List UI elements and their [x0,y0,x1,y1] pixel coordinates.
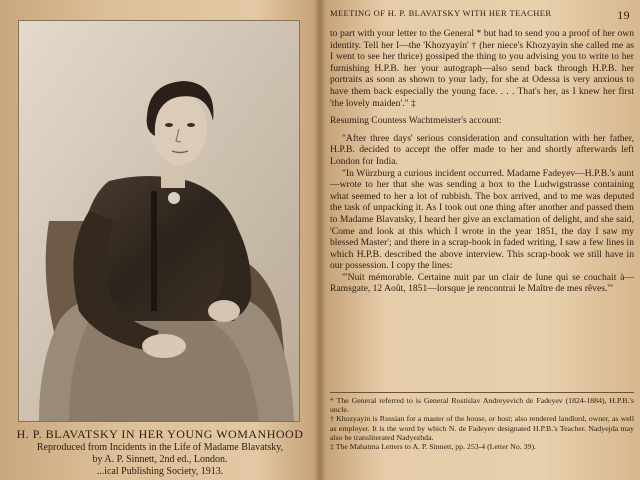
portrait-illustration [19,21,299,421]
paragraph: "'Nuit mémorable. Certaine nuit par un clair de lune qui se couchait à—Ramsgate, 12 Août, 1851—lorsque je rencontrai le Maître de mes rêves.'" [330,271,634,295]
paragraph: to part with your letter to the General * but had to send you a proof of her own identity. Tell her I—the 'Khozyayin' † (her niece's Khozyayin she called me as I went to see her thrice) gossiped the thing to you advising you to write to her furnishing H.P.B. her your autograph—also send back through H.P.B. her portraits as soon as shown to your lady, for she at Odessa is very anxious to have them back especially the young face. . . . That's her, as I knew her first 'the lovely maiden'." ‡ [330,28,634,109]
running-head [330,8,630,23]
running-head-title: MEETING OF H. P. BLAVATSKY WITH HER TEACHER [330,8,552,18]
footnote: * The General referred to is General Rostislav Andreyevich de Fadeyev (1824-1884), H.P.B.'s uncle. [330,396,634,415]
right-page [322,0,640,480]
caption-title: H. P. BLAVATSKY IN HER YOUNG WOMANHOOD [16,427,304,441]
caption-line: ...ical Publishing Society, 1913. [96,466,224,477]
portrait-photo [18,20,300,422]
left-page [0,0,318,480]
page-number: 19 [617,8,630,22]
caption-line: by A. P. Sinnett, 2nd ed., London. [92,454,228,465]
caption-line: Reproduced from Incidents in the Life of Madame Blavatsky, [36,442,284,453]
footnote: ‡ The Mahatma Letters to A. P. Sinnett, pp. 253-4 (Letter No. 39). [330,442,537,452]
photo-caption [10,427,310,478]
paragraph: "After three days' serious consideration and consultation with her father, H.P.B. decided to accept the offer made to her and shortly afterwards left London for India. [330,132,634,167]
footnote: † Khozyayin is Russian for a master of the house, or host; also rendered landlord, owner, as well as employer. It is the word by which N. de Fadeyev designated H.P.B.'s Teacher. Nadyejda may also be transliterated Nadyezhda. [330,414,634,442]
paragraph: "In Würzburg a curious incident occurred. Madame Fadeyev—H.P.B.'s aunt—wrote to her that she was sending a box to the Ludwigstrasse containing what seemed to her a lot of rubbish. The box arrived, and to me was deputed the task of unpacking it. As I took out one thing after another and passed them to Madame Blavatsky, I heard her give an exclamation of delight, and she said, 'Come and look at this which I wrote in the year 1851, the day I saw my blessed Master'; and there in a scrap-book in faded writing, I saw a few lines in which H.P.B. described the above interview. This scrap-book we still have in our possession. I copy the lines: [330,167,634,272]
footnotes [330,392,634,451]
paragraph: Resuming Countess Wachtmeister's account: [330,115,502,127]
body-text [330,28,634,295]
